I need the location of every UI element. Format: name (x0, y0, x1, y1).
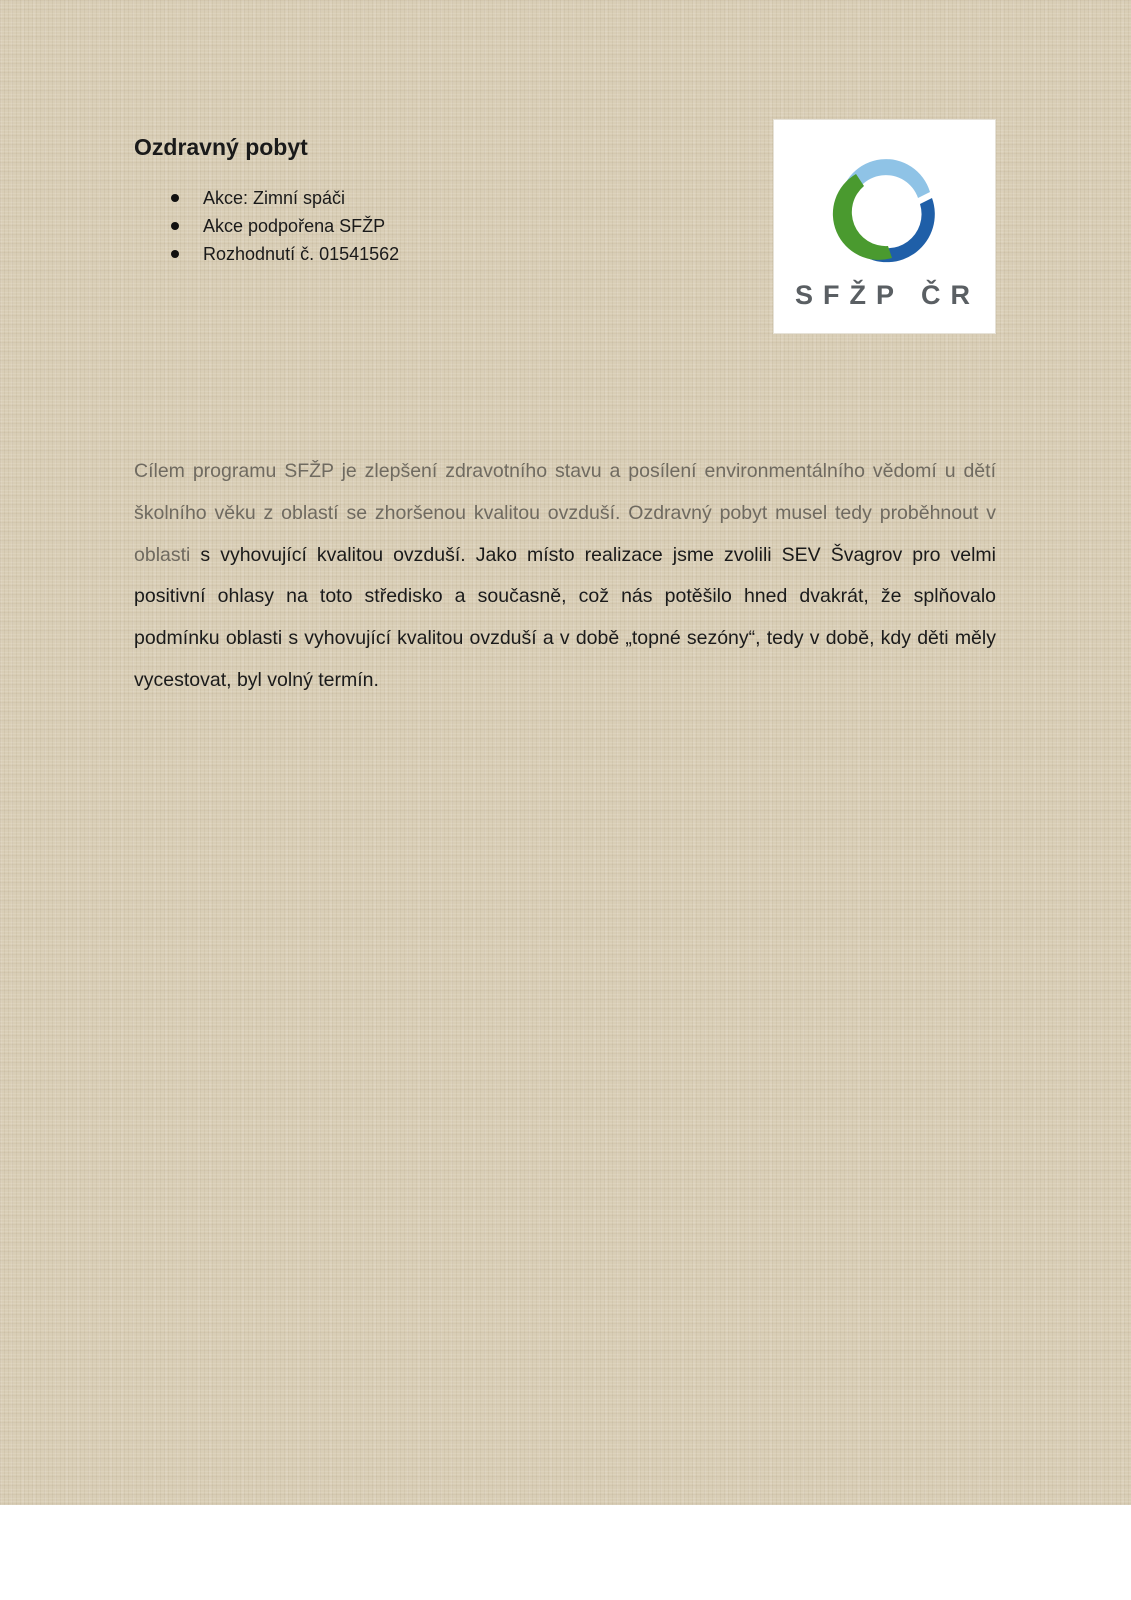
body-paragraph (134, 451, 996, 702)
page-title: Ozdravný pobyt (134, 134, 308, 160)
paragraph-muted-text: Cílem programu SFŽP je zlepšení zdravotního stavu a posílení environmentálního vědomí u dětí školního věku z oblastí se zhoršenou kvalitou ovzduší. Ozdravný pobyt musel tedy proběhnout v oblasti (134, 460, 996, 566)
sfzp-logo (773, 119, 996, 334)
list-item (134, 240, 399, 268)
paragraph-main-text: s vyhovující kvalitou ovzduší. Jako místo realizace jsme zvolili SEV Švagrov pro velmi positivní ohlasy na toto středisko a současně, což nás potěšilo hned dvakrát, že splňovalo podmínku oblasti s vyhovující kvalitou ovzduší a v době „topné sezóny“, tedy v době, kdy děti měly vycestovat, byl volný termín. (134, 543, 996, 691)
list-item-text: Akce podpořena SFŽP (203, 216, 386, 236)
bullet-list (134, 184, 399, 268)
logo-text: SFŽP ČR (794, 280, 980, 310)
list-item-text: Rozhodnutí č. 01541562 (203, 244, 400, 264)
sfzp-circle-logo-icon (826, 150, 946, 270)
bullet-dot-icon (171, 222, 179, 230)
list-item-text: Akce: Zimní spáči (203, 188, 346, 208)
list-item (134, 212, 399, 240)
list-item (134, 184, 399, 212)
bullet-dot-icon (171, 194, 179, 202)
bullet-dot-icon (171, 250, 179, 258)
